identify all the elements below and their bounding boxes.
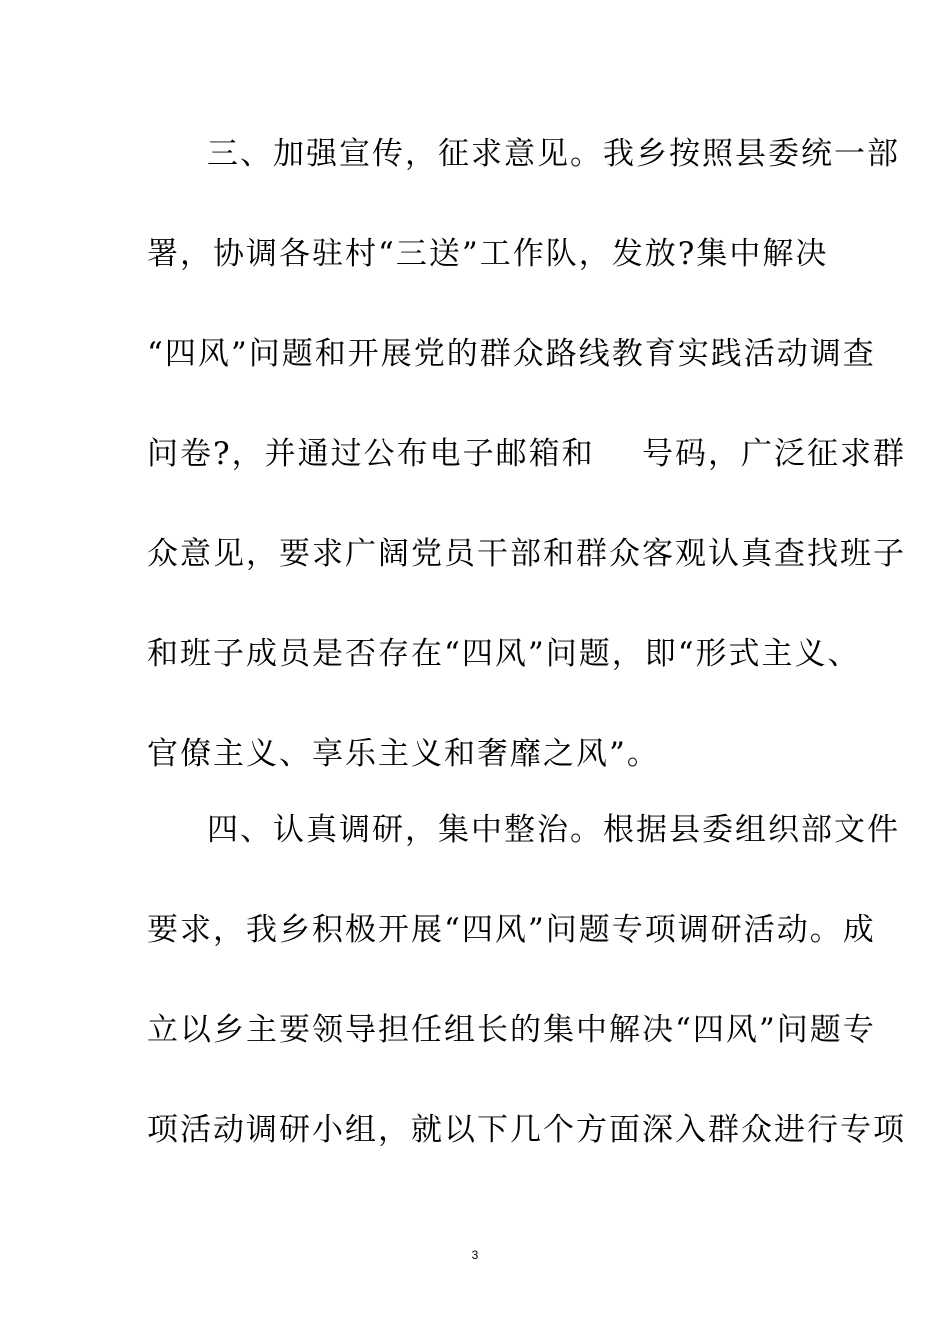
paragraph-4-line-3: 立以乡主要领导担任组长的集中解决“四风”问题专 — [147, 1012, 876, 1048]
paragraph-3-line-5: 众意见，要求广阔党员干部和群众客观认真查找班子 — [147, 536, 906, 572]
paragraph-3-line-3: “四风”问题和开展党的群众路线教育实践活动调查 — [147, 336, 876, 372]
paragraph-4-line-1: 四、认真调研，集中整治。根据县委组织部文件 — [207, 812, 900, 848]
page-number: 3 — [471, 1248, 479, 1262]
paragraph-3-line-1: 三、加强宣传，征求意见。我乡按照县委统一部 — [207, 136, 900, 172]
paragraph-3-line-4: 问卷?，并通过公布电子邮箱和 号码，广泛征求群 — [147, 436, 907, 472]
paragraph-4-line-4: 项活动调研小组，就以下几个方面深入群众进行专项 — [147, 1112, 906, 1148]
paragraph-3-line-6: 和班子成员是否存在“四风”问题，即“形式主义、 — [147, 636, 861, 672]
paragraph-3-line-2: 署，协调各驻村“三送”工作队，发放?集中解决 — [147, 236, 829, 272]
paragraph-4-line-2: 要求，我乡积极开展“四风”问题专项调研活动。成 — [147, 912, 876, 948]
paragraph-3-line-7: 官僚主义、享乐主义和奢靡之风”。 — [147, 736, 660, 772]
